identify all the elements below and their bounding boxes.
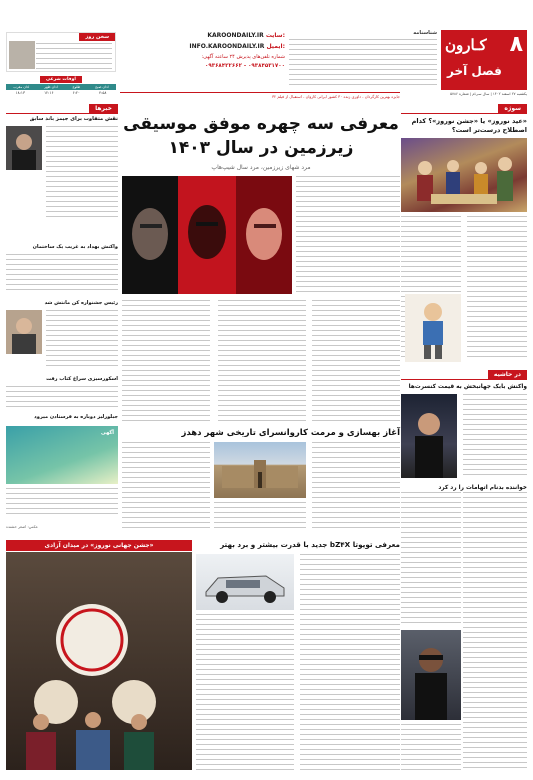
right-column-bottom-text-2: [401, 492, 461, 624]
publisher-id: [289, 30, 437, 92]
column-tag-margin: در حاشیه: [488, 370, 527, 379]
toyota-text-2: [196, 614, 294, 770]
contact-block: [155, 32, 285, 90]
behdad-headline[interactable]: واکنش بهداد به غریب یک ساختمان: [32, 244, 118, 250]
prayer-val-2: ۶:۲۰: [72, 90, 80, 95]
festival-story: [6, 540, 192, 770]
toyota-story: [196, 540, 400, 770]
jahanbakhsh-text: [463, 394, 527, 478]
main-col-3: [122, 300, 210, 424]
caravanserai-story: [122, 428, 400, 532]
right-column-bottom-text-3: [401, 724, 461, 770]
prayer-val-3: ۱۲:۱۶: [44, 90, 54, 95]
main-col-2: [218, 300, 306, 424]
main-lead-text: [296, 176, 400, 294]
toyota-headline[interactable]: معرفی تویوتا bZ۴X جدید با قدرت بیشتر و برد بهتر: [220, 540, 400, 549]
caravan-text-2: [214, 502, 306, 530]
scorsese-text: [6, 386, 118, 410]
id-text: [289, 39, 437, 89]
painting-figures: [401, 138, 527, 212]
right-news-column: [401, 104, 527, 524]
caravanserai-photo: [214, 442, 306, 498]
child-illustration: [405, 294, 461, 362]
prayer-times: [6, 76, 116, 98]
ticker-text: جایزه بهترین کارگردان - داوری زنده ۳۰ کشور ایرانی کاروان - استقبال از فیلم ۳۲: [272, 94, 400, 99]
singer-denies-headline[interactable]: خواننده بدنام اتهامات را رد کرد: [438, 485, 527, 491]
festival-photo: [6, 552, 192, 770]
jahanbakhsh-headline[interactable]: واکنش بابک جهانبخش به قیمت کنسرت‌ها: [408, 384, 527, 390]
prayer-val-1: ۴:۵۸: [99, 90, 107, 95]
main-story-faces-image: [122, 176, 292, 294]
main-subtitle: مرد شهای زیرزمین، مرد سال شیپ‌هاپ: [211, 164, 311, 171]
cannes-headline[interactable]: رئیس جشنواره کن مانتش شد: [44, 300, 118, 306]
gulf-headline[interactable]: جبلورلیز دوباره به فرستادن میرود: [34, 414, 118, 420]
bond-photo: [6, 126, 42, 170]
prayer-col-4: اذان مغرب: [13, 85, 30, 89]
nowruz-painting: [401, 138, 527, 212]
right-column-bottom-text: [463, 492, 527, 770]
prayer-col-3: اذان ظهر: [44, 85, 58, 89]
logo: کـارون: [445, 36, 487, 54]
prayer-tag: اوقات شرعی: [40, 76, 82, 83]
ticker-bar: [120, 92, 400, 99]
phone-numbers: ۰۹۳۸۴۵۳۱۷۰۰ - ۰۹۳۶۸۴۲۲۶۶۲: [205, 63, 285, 69]
page-number: ۸: [509, 32, 523, 57]
email-label: ایمیل:: [266, 43, 285, 50]
saying-tag: سخن روز: [79, 33, 115, 41]
behdad-text: [6, 254, 118, 294]
cannes-photo: [6, 310, 42, 354]
column-tag-subject: سوژه: [498, 104, 527, 113]
festival-caption: «جشن جهانی نوروز» در میدان آزادی: [6, 540, 192, 551]
bond-text: [46, 126, 118, 218]
column-tag-news: خبرها: [89, 104, 118, 113]
advert-image[interactable]: [6, 426, 118, 484]
prayer-val-4: ۱۸:۱۳: [15, 90, 25, 95]
caravan-text-1: [312, 442, 400, 530]
main-title-2[interactable]: زیرزمین در سال ۱۴۰۳: [168, 138, 354, 158]
singer-photo-1: [401, 394, 457, 478]
scorsese-headline[interactable]: اسکورسیزی سراغ کتاب رفت: [46, 376, 118, 382]
site-link[interactable]: KAROONDAILY.IR: [207, 32, 264, 39]
phone-note: شماره تلفن‌های پذیرش ۲۴ ساعته آگهی:: [201, 54, 285, 60]
cannes-text: [46, 310, 118, 370]
photo-credit: عکس: اصغر خشنده: [6, 524, 38, 529]
main-title-1[interactable]: معرفی سه چهره موفق موسیقی: [123, 114, 399, 134]
subject-headline[interactable]: «عید نوروز» یا «جشن نوروز»؟ کدام اصطلاح درست‌تر است؟: [411, 117, 527, 134]
bond-headline[interactable]: نقش متفاوت برای جیمز باند سابق: [29, 116, 118, 122]
advert-text: [6, 488, 118, 518]
site-label: سایت:: [265, 32, 285, 39]
caravanserai-headline[interactable]: آغاز بهسازی و مرمت کاروانسرای تاریخی شهر دهدز: [181, 428, 400, 438]
masthead: [0, 0, 533, 100]
email-link[interactable]: INFO.KAROONDAILY.IR: [189, 43, 265, 50]
caravan-text-3: [122, 442, 210, 530]
prayer-col-1: اذان صبح: [95, 85, 109, 89]
logo-block: [441, 30, 527, 90]
toyota-text-1: [300, 554, 400, 770]
main-story: [122, 104, 400, 424]
date-line: یکشنبه ۲۷ اسفند ۱۴۰۲ | سال سی‌ام | شماره ۵۷۸۶: [450, 92, 527, 96]
prayer-col-2: طلوع: [72, 85, 81, 89]
main-col-1: [312, 300, 400, 424]
subject-text: [467, 216, 527, 361]
singer-photo-2: [401, 630, 461, 720]
id-title: شناسنامه: [413, 30, 437, 36]
saying-text: [36, 43, 112, 69]
saying-box: [6, 32, 116, 72]
news-brief-column: [6, 104, 118, 536]
section-title: فصل آخر: [447, 64, 502, 78]
ad-label: آگهی: [101, 430, 114, 436]
toyota-photo: [196, 554, 294, 610]
saying-image: [9, 41, 35, 69]
